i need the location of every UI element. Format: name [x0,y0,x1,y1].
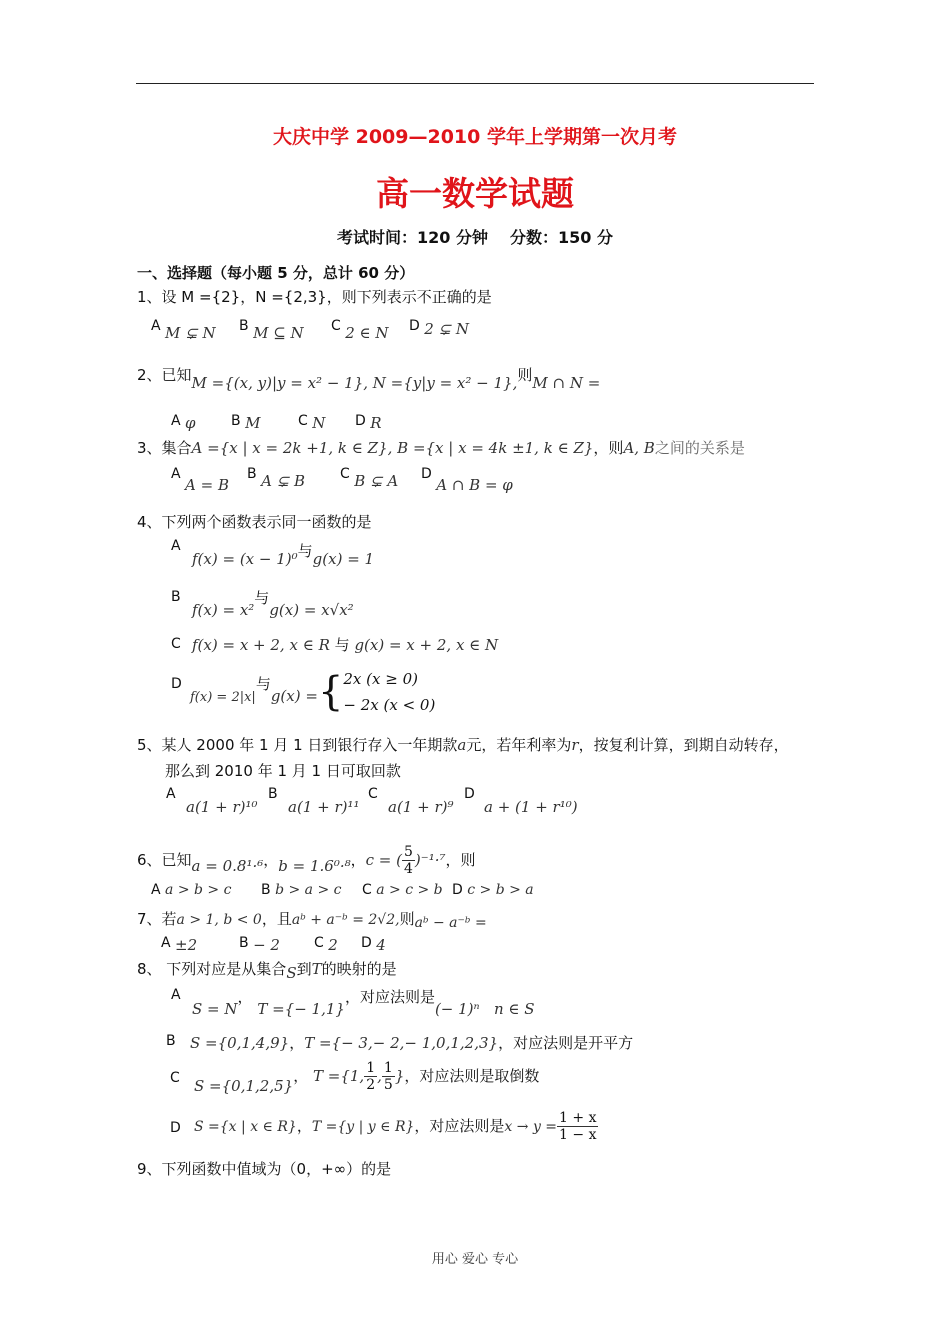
option-expr: M ⊆ N [253,324,304,342]
q4-a-expr [192,542,375,569]
q7-post: 则 [399,910,415,928]
q1-stem: 1、设 M ={2}，N ={2,3}，则下列表示不正确的是 [137,288,492,306]
exam-score: 分数：150 分 [510,228,613,247]
option-expr: f(x) = (x − 1)⁰ [192,550,298,568]
q1-option-b[interactable] [239,316,304,342]
option-expr: 2 ∈ N [345,324,389,342]
q3-expr2: A, B [623,439,655,457]
option-expr: S ={0,1,2,5} [194,1077,294,1095]
option-expr: R [370,414,382,432]
q6-a: a = 0.8¹·⁶ [191,857,264,875]
q2-option-d[interactable] [355,411,382,432]
q8-to: 到 [296,960,312,978]
q8-c-expr: S ={0,1,2,5}， T ={1, $\frac{1}{2}$ , $\frac{1}{5}$ }，对应法则是取倒数 [194,1060,540,1095]
rule-text: ，对应法则是 [414,1117,505,1135]
q8-option-b[interactable] [166,1033,176,1049]
option-expr: − 2 [253,936,280,954]
header-rule [136,83,814,84]
numerator: 5 [404,844,413,860]
q2-option-b[interactable] [231,411,261,432]
q6-option-c[interactable] [362,882,443,898]
option-expr: g(x) = x√x² [269,601,354,619]
option-letter: D [361,935,372,951]
option-expr: f(x) = x + 2, x ∈ R [192,636,330,654]
option-expr: A ∩ B = φ [436,476,513,494]
denominator: 4 [404,861,413,877]
q6-option-d[interactable] [452,882,534,898]
case-1: 2x (x ≥ 0) [343,670,418,688]
option-expr: ±2 [175,936,198,954]
option-expr: S = N [192,1000,238,1018]
option-letter: B [171,589,181,605]
q4-b-expr [192,589,354,620]
option-letter: C [171,636,181,652]
option-expr: a(1 + r)⁹ [388,798,454,816]
option-letter: C [362,882,372,898]
q7-eq: aᵇ + a⁻ᵇ = 2√2, [291,912,400,928]
q7-option-b[interactable] [239,933,280,954]
set-s: S [286,964,297,982]
option-letter: D [464,786,475,802]
option-expr: g(x) = 1 [312,550,375,568]
q7-stem-pre: 7、若 [137,910,177,928]
sep: ， [350,851,366,869]
option-letter: C [331,318,341,334]
q7-option-c[interactable] [314,933,338,954]
q2-stem-pre: 2、已知 [137,366,192,384]
rule-text: ，对应法则是开平方 [498,1034,634,1052]
fraction [364,1060,377,1093]
sep: ， [263,851,279,869]
q8-stem [137,958,397,982]
option-letter: B [247,466,257,482]
q1-option-c[interactable] [331,316,389,342]
option-letter: B [239,935,249,951]
q5-option-d[interactable] [464,786,475,802]
option-expr: b > a > c [275,882,342,898]
option-expr: a > c > b [376,882,443,898]
comma: ， [296,1117,312,1135]
section-title: 一、选择题（每小题 5 分，总计 60 分） [137,264,415,282]
q3-expr: A ={x | x = 2k +1, k ∈ Z}, B ={x | x = 4k ±1, k ∈ Z} [191,439,594,457]
q7-cond: a > 1, b < 0 [176,912,262,928]
q8-option-a[interactable] [171,987,181,1003]
option-expr: g(x) = [270,686,318,705]
with-word: 与 [334,636,350,654]
var-a: a [457,736,467,754]
option-letter: A [171,466,181,482]
q4-option-c[interactable] [171,636,181,652]
option-expr: g(x) = x + 2, x ∈ N [354,636,499,654]
option-letter: D [355,413,366,429]
q5-stem-2: 元，若年利率为 [466,736,572,754]
option-expr: 2 [328,936,338,954]
q1-option-a[interactable] [151,316,216,342]
q3-option-a[interactable] [171,464,229,494]
q5-option-c[interactable] [368,786,378,802]
fraction [402,844,415,877]
q4-stem: 4、下列两个函数表示同一函数的是 [137,513,372,531]
q2-expr2: M ∩ N = [532,374,601,392]
option-letter: C [314,935,324,951]
option-expr: φ [185,414,196,432]
option-letter: B [239,318,249,334]
denominator: 5 [383,1077,393,1093]
q7-option-d[interactable] [361,933,386,954]
option-expr: 2 ⊊ N [424,320,470,338]
option-expr: A ⊊ B [261,472,306,490]
page-footer: 用心 爱心 专心 [431,1252,519,1267]
q6-option-a[interactable] [151,882,231,898]
q4-option-b[interactable] [171,589,181,605]
q3-option-b[interactable] [247,464,306,490]
q4-option-a[interactable] [171,538,181,554]
comma: ， [293,1067,309,1085]
option-expr: a(1 + r)¹⁰ [186,798,258,816]
q8-d-expr [194,1110,598,1143]
q8-a-expr [192,986,535,1018]
option-expr: A = B [185,476,229,494]
option-expr: f(x) = x² [192,601,255,619]
q2-option-c[interactable] [298,411,326,432]
q8-stem-post: 的映射的是 [321,960,397,978]
q2-stem-post: 则 [517,366,533,384]
q3-stem-post: ，则 [593,439,624,457]
option-letter: B [231,413,241,429]
fraction [557,1110,598,1143]
school-line: 大庆中学 2009—2010 学年上学期第一次月考 [273,126,677,148]
q5-option-b[interactable] [268,786,278,802]
option-letter: D [409,318,420,334]
fraction [382,1060,395,1093]
q2-option-a[interactable] [171,411,196,432]
denominator: 2 [366,1077,376,1093]
option-expr: n ∈ S [493,1000,535,1018]
q7-ask: aᵇ − a⁻ᵇ = [414,915,487,931]
option-letter: D [452,882,463,898]
option-expr: S ={x | x ∈ R} [194,1119,297,1135]
option-expr: M ⊊ N [165,324,216,342]
exam-time: 考试时间：120 分钟 [337,228,488,247]
option-expr: S ={0,1,4,9} [190,1034,290,1052]
q3-option-c[interactable] [340,464,399,490]
q5-stem-3: ，按复利计算，到期自动转存， [578,736,789,754]
option-letter: D [421,466,432,482]
option-letter: B [166,1033,176,1049]
option-letter: D [171,676,182,692]
q5-a-expr [186,798,258,816]
q5-b-expr [288,798,360,816]
option-expr: T ={y | y ∈ R} [311,1119,415,1135]
option-letter: A [166,786,176,802]
numerator: 1 + x [559,1110,597,1126]
q6-stem-post: ，则 [445,851,476,869]
option-expr: N [312,414,326,432]
option-letter: B [268,786,278,802]
comma: ， [289,1034,305,1052]
numerator: 1 [383,1060,393,1076]
q3-stem-post2: 之间的关系是 [654,439,745,457]
option-expr: c > b > a [467,882,534,898]
option-letter: C [298,413,308,429]
set-t: T [311,960,322,978]
rule-text: ，对应法则是取倒数 [404,1067,540,1085]
q3-option-d[interactable] [421,464,513,494]
q5-option-a[interactable] [166,786,176,802]
numerator: 1 [366,1060,376,1076]
q2-expr: M ={(x, y)|y = x² − 1}, N ={y|y = x² − 1}, [191,374,518,392]
option-expr: M [245,414,261,432]
case-2: − 2x (x < 0) [343,696,436,714]
q7-mid: ，且 [261,910,292,928]
q5-stem [137,734,789,755]
option-letter: C [368,786,378,802]
option-letter: D [170,1120,181,1136]
q3-stem-pre: 3、集合 [137,439,192,457]
q5-stem-1: 5、某人 2000 年 1 月 1 日到银行存入一年期款 [137,736,458,754]
option-expr: a(1 + r)¹¹ [288,798,360,816]
piecewise-cases [343,666,435,718]
var-r: r [571,736,579,754]
option-letter: C [340,466,350,482]
q5-stem-line2: 那么到 2010 年 1 月 1 日可取回款 [165,762,401,780]
option-expr: x → y = [504,1119,558,1135]
exam-info [0,225,950,248]
option-expr: T ={1, [312,1067,365,1085]
option-expr: a + (1 + r¹⁰) [484,798,578,816]
option-expr: } [394,1067,405,1085]
q3-stem [137,437,745,458]
option-expr: B ⊊ A [354,472,399,490]
option-expr: (− 1)ⁿ [434,1000,480,1018]
option-letter: A [171,413,181,429]
with-word: 与 [297,542,313,560]
q2-stem [137,364,601,392]
rule-text: ，对应法则是 [344,988,435,1006]
q8-stem-pre: 8、 下列对应是从集合 [137,960,287,978]
option-expr: a > b > c [165,882,232,898]
option-expr: T ={− 1,1} [257,1000,345,1018]
q5-c-expr [388,798,453,816]
q5-d-expr [484,798,578,816]
q7-option-a[interactable] [161,933,198,954]
q6-stem-pre: 6、已知 [137,851,192,869]
option-letter: C [170,1070,180,1086]
q4-c-expr [192,634,498,655]
option-expr: 4 [376,936,386,954]
option-letter: A [151,882,161,898]
comma: ， [237,988,253,1006]
q8-option-d[interactable] [170,1120,181,1136]
brace-icon: { [317,669,344,715]
q8-b-expr [190,1032,633,1053]
q6-c-pre: c = ( [365,851,402,869]
q9-stem: 9、下列函数中值域为（0，+∞）的是 [137,1160,392,1178]
option-letter: A [161,935,171,951]
with-word: 与 [255,674,271,693]
option-letter: A [171,538,181,554]
q6-b: b = 1.6⁰·⁸ [278,857,351,875]
q6-option-b[interactable] [261,882,341,898]
q6-c-post: )⁻¹·⁷ [414,851,446,869]
q1-option-d[interactable] [409,316,470,338]
with-word: 与 [254,589,270,607]
denominator: 1 − x [559,1127,597,1143]
option-letter: A [151,318,161,334]
page-title: 高一数学试题 [376,174,574,213]
q4-d-expr [190,666,435,718]
option-letter: B [261,882,271,898]
option-expr: f(x) = 2|x| [190,689,256,705]
option-expr: T ={− 3,− 2,− 1,0,1,2,3} [304,1034,499,1052]
q8-option-c[interactable] [170,1070,180,1086]
option-letter: A [171,987,181,1003]
q4-option-d[interactable] [171,676,182,692]
q6-stem [137,844,476,877]
q7-stem [137,908,487,929]
